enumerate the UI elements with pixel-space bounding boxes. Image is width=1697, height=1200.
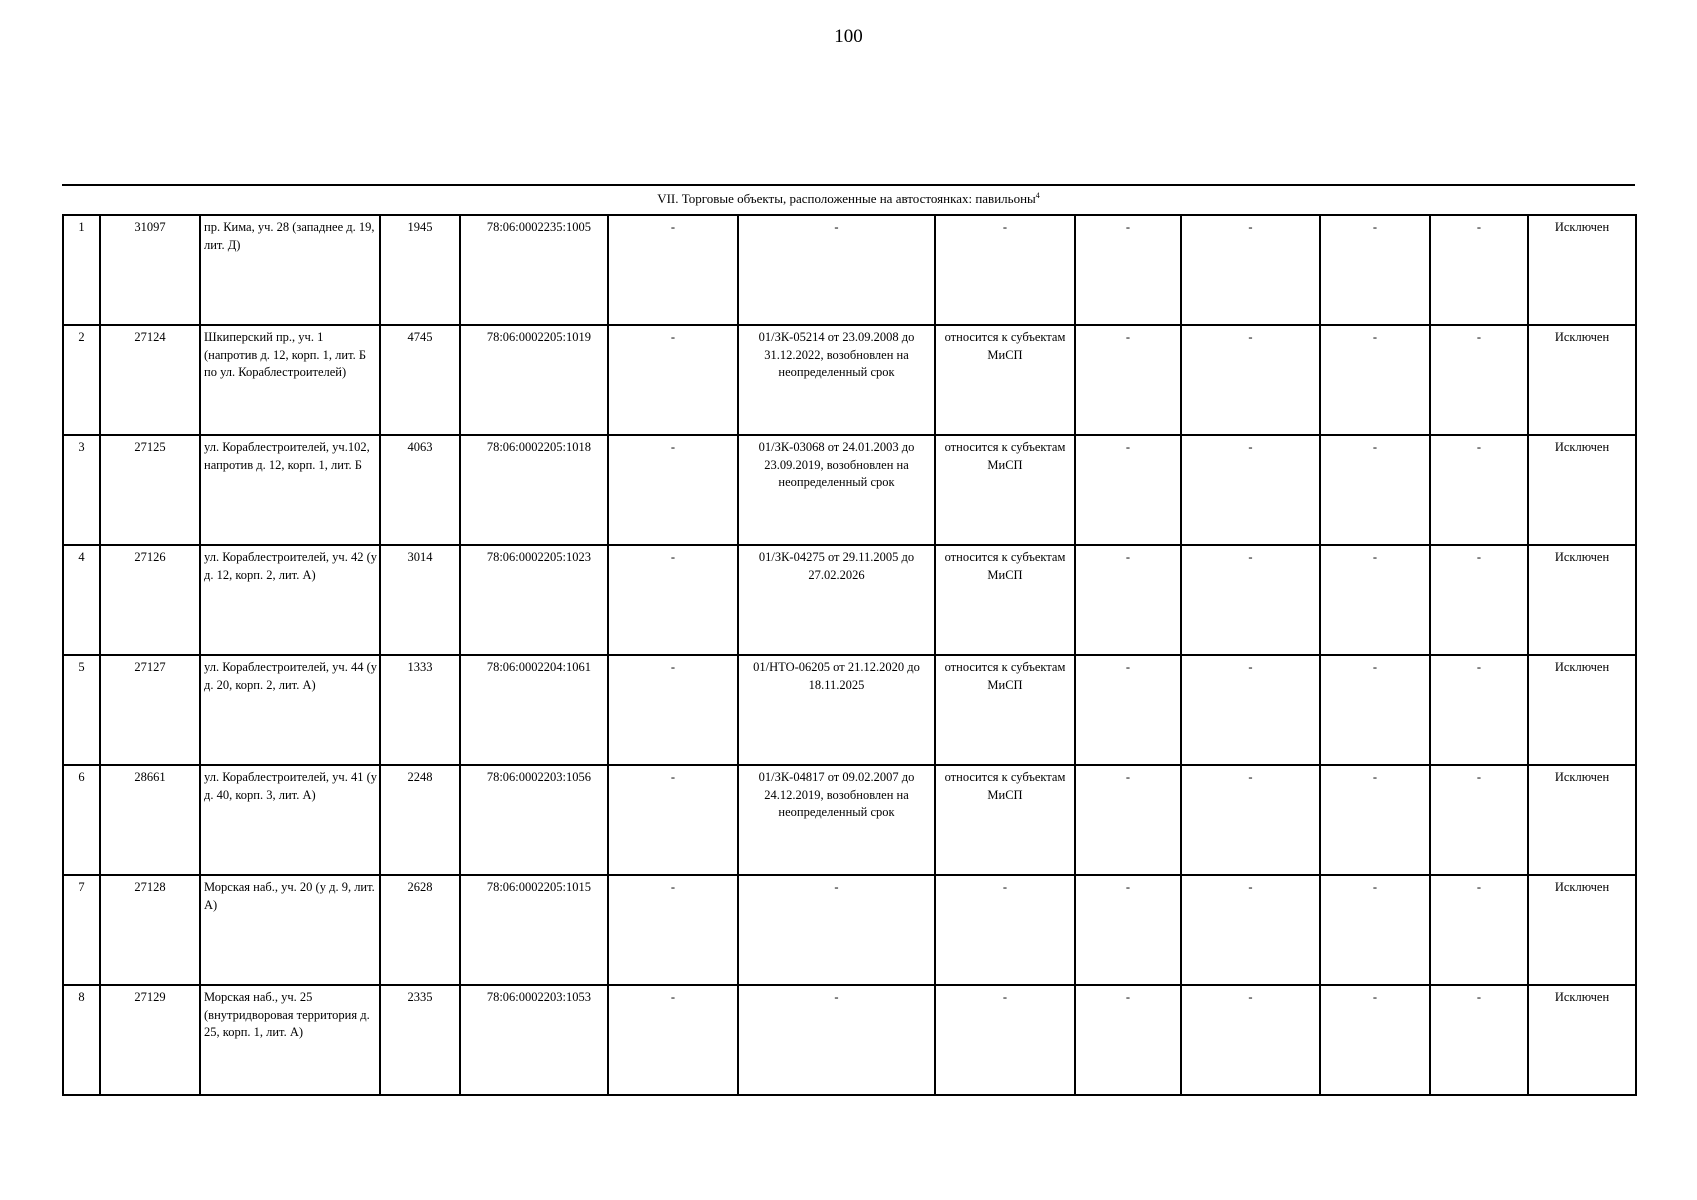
cadastral-number-cell: 78:06:0002203:1056	[460, 765, 608, 875]
row-number-cell: 3	[63, 435, 100, 545]
column-9-cell: -	[1075, 985, 1181, 1095]
contract-cell: -	[738, 985, 935, 1095]
table-row	[63, 545, 1636, 655]
object-id-cell: 27127	[100, 655, 200, 765]
address-cell: ул. Кораблестроителей, уч. 44 (у д. 20, корп. 2, лит. А)	[200, 655, 380, 765]
contract-cell: 01/ЗК-04275 от 29.11.2005 до 27.02.2026	[738, 545, 935, 655]
smb-status-cell: относится к субъектам МиСП	[935, 655, 1075, 765]
cadastral-number-cell: 78:06:0002235:1005	[460, 215, 608, 325]
status-cell: Исключен	[1528, 985, 1636, 1095]
column-12-cell: -	[1430, 985, 1528, 1095]
object-id-cell: 31097	[100, 215, 200, 325]
column-9-cell: -	[1075, 545, 1181, 655]
object-id-cell: 27128	[100, 875, 200, 985]
area-cell: 2628	[380, 875, 460, 985]
table-row	[63, 215, 1636, 325]
column-11-cell: -	[1320, 765, 1430, 875]
section-title	[62, 191, 1635, 207]
column-9-cell: -	[1075, 875, 1181, 985]
table-top-rule	[62, 184, 1635, 186]
column-11-cell: -	[1320, 875, 1430, 985]
column-6-cell: -	[608, 545, 738, 655]
table-row	[63, 765, 1636, 875]
address-cell: пр. Кима, уч. 28 (западнее д. 19, лит. Д)	[200, 215, 380, 325]
column-11-cell: -	[1320, 325, 1430, 435]
column-6-cell: -	[608, 875, 738, 985]
cadastral-number-cell: 78:06:0002205:1015	[460, 875, 608, 985]
column-6-cell: -	[608, 985, 738, 1095]
smb-status-cell: относится к субъектам МиСП	[935, 545, 1075, 655]
column-10-cell: -	[1181, 215, 1320, 325]
column-11-cell: -	[1320, 435, 1430, 545]
column-10-cell: -	[1181, 655, 1320, 765]
row-number-cell: 5	[63, 655, 100, 765]
smb-status-cell: -	[935, 875, 1075, 985]
table-row	[63, 875, 1636, 985]
column-9-cell: -	[1075, 765, 1181, 875]
column-12-cell: -	[1430, 325, 1528, 435]
column-11-cell: -	[1320, 215, 1430, 325]
register-table	[62, 214, 1637, 1096]
table-row	[63, 655, 1636, 765]
section-title-text: VII. Торговые объекты, расположенные на автостоянках: павильоны	[657, 191, 1036, 206]
address-cell: ул. Кораблестроителей, уч. 41 (у д. 40, корп. 3, лит. А)	[200, 765, 380, 875]
column-9-cell: -	[1075, 325, 1181, 435]
column-12-cell: -	[1430, 435, 1528, 545]
column-10-cell: -	[1181, 875, 1320, 985]
page-number: 100	[834, 26, 863, 47]
row-number-cell: 6	[63, 765, 100, 875]
column-11-cell: -	[1320, 985, 1430, 1095]
area-cell: 1945	[380, 215, 460, 325]
area-cell: 4745	[380, 325, 460, 435]
column-11-cell: -	[1320, 545, 1430, 655]
cadastral-number-cell: 78:06:0002204:1061	[460, 655, 608, 765]
status-cell: Исключен	[1528, 325, 1636, 435]
smb-status-cell: относится к субъектам МиСП	[935, 765, 1075, 875]
area-cell: 1333	[380, 655, 460, 765]
row-number-cell: 4	[63, 545, 100, 655]
column-12-cell: -	[1430, 765, 1528, 875]
column-10-cell: -	[1181, 765, 1320, 875]
area-cell: 3014	[380, 545, 460, 655]
address-cell: Морская наб., уч. 25 (внутридворовая территория д. 25, корп. 1, лит. А)	[200, 985, 380, 1095]
row-number-cell: 7	[63, 875, 100, 985]
object-id-cell: 28661	[100, 765, 200, 875]
column-12-cell: -	[1430, 655, 1528, 765]
status-cell: Исключен	[1528, 875, 1636, 985]
row-number-cell: 8	[63, 985, 100, 1095]
cadastral-number-cell: 78:06:0002203:1053	[460, 985, 608, 1095]
object-id-cell: 27129	[100, 985, 200, 1095]
column-10-cell: -	[1181, 325, 1320, 435]
contract-cell: 01/НТО-06205 от 21.12.2020 до 18.11.2025	[738, 655, 935, 765]
area-cell: 2248	[380, 765, 460, 875]
object-id-cell: 27124	[100, 325, 200, 435]
status-cell: Исключен	[1528, 435, 1636, 545]
column-10-cell: -	[1181, 545, 1320, 655]
contract-cell: 01/ЗК-03068 от 24.01.2003 до 23.09.2019, возобновлен на неопределенный срок	[738, 435, 935, 545]
column-6-cell: -	[608, 215, 738, 325]
object-id-cell: 27126	[100, 545, 200, 655]
cadastral-number-cell: 78:06:0002205:1018	[460, 435, 608, 545]
column-10-cell: -	[1181, 435, 1320, 545]
column-10-cell: -	[1181, 985, 1320, 1095]
contract-cell: -	[738, 875, 935, 985]
status-cell: Исключен	[1528, 765, 1636, 875]
area-cell: 2335	[380, 985, 460, 1095]
table-row	[63, 325, 1636, 435]
smb-status-cell: относится к субъектам МиСП	[935, 325, 1075, 435]
row-number-cell: 2	[63, 325, 100, 435]
status-cell: Исключен	[1528, 215, 1636, 325]
column-6-cell: -	[608, 325, 738, 435]
column-12-cell: -	[1430, 875, 1528, 985]
column-9-cell: -	[1075, 215, 1181, 325]
address-cell: ул. Кораблестроителей, уч. 42 (у д. 12, корп. 2, лит. А)	[200, 545, 380, 655]
row-number-cell: 1	[63, 215, 100, 325]
table-row	[63, 435, 1636, 545]
table-row	[63, 985, 1636, 1095]
column-6-cell: -	[608, 435, 738, 545]
column-9-cell: -	[1075, 435, 1181, 545]
smb-status-cell: относится к субъектам МиСП	[935, 435, 1075, 545]
area-cell: 4063	[380, 435, 460, 545]
contract-cell: -	[738, 215, 935, 325]
column-9-cell: -	[1075, 655, 1181, 765]
column-6-cell: -	[608, 655, 738, 765]
smb-status-cell: -	[935, 215, 1075, 325]
address-cell: ул. Кораблестроителей, уч.102, напротив д. 12, корп. 1, лит. Б	[200, 435, 380, 545]
address-cell: Морская наб., уч. 20 (у д. 9, лит. А)	[200, 875, 380, 985]
object-id-cell: 27125	[100, 435, 200, 545]
status-cell: Исключен	[1528, 655, 1636, 765]
column-6-cell: -	[608, 765, 738, 875]
column-12-cell: -	[1430, 215, 1528, 325]
table-body	[63, 215, 1636, 1095]
cadastral-number-cell: 78:06:0002205:1019	[460, 325, 608, 435]
status-cell: Исключен	[1528, 545, 1636, 655]
cadastral-number-cell: 78:06:0002205:1023	[460, 545, 608, 655]
column-12-cell: -	[1430, 545, 1528, 655]
contract-cell: 01/ЗК-04817 от 09.02.2007 до 24.12.2019, возобновлен на неопределенный срок	[738, 765, 935, 875]
smb-status-cell: -	[935, 985, 1075, 1095]
address-cell: Шкиперский пр., уч. 1 (напротив д. 12, корп. 1, лит. Б по ул. Кораблестроителей)	[200, 325, 380, 435]
column-11-cell: -	[1320, 655, 1430, 765]
contract-cell: 01/ЗК-05214 от 23.09.2008 до 31.12.2022, возобновлен на неопределенный срок	[738, 325, 935, 435]
footnote-ref: 4	[1035, 191, 1040, 200]
